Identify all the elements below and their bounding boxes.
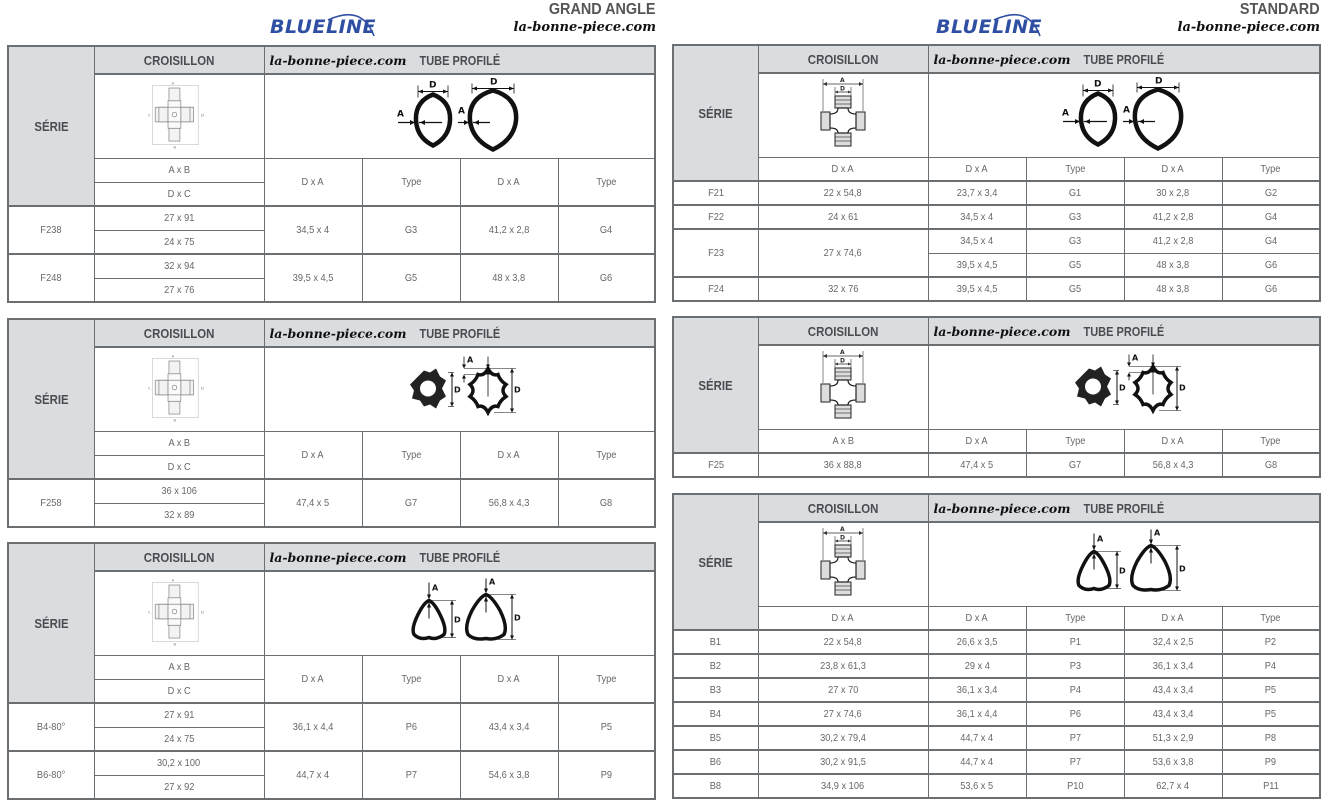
- table-row: [673, 630, 1320, 654]
- croisillon-header: CROISILLON: [94, 543, 264, 571]
- serie-cell: B5: [673, 726, 758, 750]
- c1-cell: 36 x 88,8: [758, 453, 928, 477]
- type2-cell: G6: [1222, 277, 1320, 301]
- serie-header: SÉRIE: [8, 543, 94, 703]
- croisillon-image: [94, 74, 264, 158]
- tube-profile-header: la-bonne-piece.com TUBE PROFILÉ: [928, 317, 1320, 345]
- dxa2-cell: 43,4 x 3,4: [460, 703, 558, 751]
- type1-cell: P10: [1026, 774, 1124, 798]
- serie-cell: F25: [673, 453, 758, 477]
- col-dxa-1: D x A: [928, 429, 1026, 453]
- col-type-2: Type: [558, 431, 655, 479]
- dxa1-cell: 44,7 x 4: [264, 751, 362, 799]
- serie-cell: B6-80°: [8, 751, 94, 799]
- type1-cell: G5: [1026, 277, 1124, 301]
- dc-cell: 24 x 75: [94, 230, 264, 254]
- col-dxa-1: D x A: [264, 655, 362, 703]
- table-row: [673, 229, 1320, 253]
- type2-cell: G8: [558, 479, 655, 527]
- tube-profile-image: [928, 345, 1320, 429]
- col-c1: D x A: [758, 157, 928, 181]
- col-dxa-1: D x A: [928, 157, 1026, 181]
- serie-header: SÉRIE: [8, 319, 94, 479]
- dxa1-cell: 29 x 4: [928, 654, 1026, 678]
- dc-cell: 24 x 75: [94, 727, 264, 751]
- c1-cell: 27 x 74,6: [758, 702, 928, 726]
- dxa1-cell: 44,7 x 4: [928, 726, 1026, 750]
- brand-name: BLUELINE: [270, 16, 377, 38]
- serie-header: SÉRIE: [673, 317, 758, 453]
- universal-joint-cross-icon: [147, 575, 211, 649]
- site-watermark: la-bonne-piece.com: [513, 20, 656, 35]
- type1-cell: P7: [1026, 726, 1124, 750]
- dxa2-cell: 53,6 x 3,8: [1124, 750, 1222, 774]
- dc-cell: 32 x 89: [94, 503, 264, 527]
- dxa2-cell: 48 x 3,8: [1124, 253, 1222, 277]
- type2-cell: P11: [1222, 774, 1320, 798]
- standard-star-table: [672, 316, 1321, 478]
- col-ab: A x B: [94, 655, 264, 679]
- c1-cell: 22 x 54,8: [758, 181, 928, 205]
- col-type-1: Type: [362, 655, 460, 703]
- serie-cell: B1: [673, 630, 758, 654]
- serie-cell: B4: [673, 702, 758, 726]
- type2-cell: G4: [1222, 229, 1320, 253]
- serie-cell: B3: [673, 678, 758, 702]
- left-page-header: [6, 0, 656, 42]
- dxa1-cell: 44,7 x 4: [928, 750, 1026, 774]
- site-watermark: la-bonne-piece.com: [1177, 20, 1320, 35]
- croisillon-header: CROISILLON: [758, 317, 928, 345]
- col-dxa-2: D x A: [1124, 157, 1222, 181]
- type2-cell: G6: [1222, 253, 1320, 277]
- tube-profile-image: [264, 74, 655, 158]
- ab-cell: 36 x 106: [94, 479, 264, 503]
- tube-profile-header: la-bonne-piece.com TUBE PROFILÉ: [928, 45, 1320, 73]
- dxa1-cell: 39,5 x 4,5: [928, 277, 1026, 301]
- star-tube-profile-icon: [1059, 347, 1189, 425]
- serie-cell: F24: [673, 277, 758, 301]
- type2-cell: P8: [1222, 726, 1320, 750]
- lemon-tube-profile-icon: [394, 76, 524, 154]
- serie-cell: F23: [673, 229, 758, 277]
- dxa1-cell: 53,6 x 5: [928, 774, 1026, 798]
- serie-cell: F258: [8, 479, 94, 527]
- c1-cell: 23,8 x 61,3: [758, 654, 928, 678]
- type2-cell: P9: [1222, 750, 1320, 774]
- croisillon-image: [94, 571, 264, 655]
- croisillon-header: CROISILLON: [758, 494, 928, 522]
- tube-profile-header: la-bonne-piece.com TUBE PROFILÉ: [264, 319, 655, 347]
- col-dc: D x C: [94, 679, 264, 703]
- col-type-1: Type: [1026, 606, 1124, 630]
- table-row: [673, 277, 1320, 301]
- universal-joint-cross-icon: [147, 351, 211, 425]
- type1-cell: P7: [1026, 750, 1124, 774]
- col-type-2: Type: [1222, 606, 1320, 630]
- serie-cell: B4-80°: [8, 703, 94, 751]
- type1-cell: P6: [362, 703, 460, 751]
- croisillon-image: [758, 73, 928, 157]
- triangle-tube-profile-icon: [394, 573, 524, 651]
- tube-profile-header: la-bonne-piece.com TUBE PROFILÉ: [264, 46, 655, 74]
- ab-cell: 30,2 x 100: [94, 751, 264, 775]
- type1-cell: P3: [1026, 654, 1124, 678]
- col-dxa-2: D x A: [460, 655, 558, 703]
- dxa1-cell: 34,5 x 4: [928, 229, 1026, 253]
- table-row: [673, 453, 1320, 477]
- dxa2-cell: 48 x 3,8: [460, 254, 558, 302]
- type2-cell: G4: [558, 206, 655, 254]
- type2-cell: P5: [558, 703, 655, 751]
- col-dxa-1: D x A: [928, 606, 1026, 630]
- type1-cell: G3: [1026, 205, 1124, 229]
- type1-cell: P7: [362, 751, 460, 799]
- star-tube-profile-icon: [394, 349, 524, 427]
- type2-cell: G4: [1222, 205, 1320, 229]
- type1-cell: P6: [1026, 702, 1124, 726]
- table-row: [8, 703, 655, 727]
- type1-cell: G7: [362, 479, 460, 527]
- col-ab: A x B: [94, 158, 264, 182]
- col-dxa-1: D x A: [264, 158, 362, 206]
- dxa2-cell: 56,8 x 4,3: [460, 479, 558, 527]
- type1-cell: P4: [1026, 678, 1124, 702]
- dc-cell: 27 x 76: [94, 278, 264, 302]
- c1-cell: 27 x 70: [758, 678, 928, 702]
- lemon-tube-profile-icon: [1059, 75, 1189, 153]
- type1-cell: G3: [1026, 229, 1124, 253]
- dxa2-cell: 43,4 x 3,4: [1124, 702, 1222, 726]
- standard-lemon-table: [672, 44, 1321, 302]
- croisillon-image: [758, 345, 928, 429]
- croisillon-header: CROISILLON: [94, 46, 264, 74]
- c1-cell: 27 x 74,6: [758, 229, 928, 277]
- col-dxa-1: D x A: [264, 431, 362, 479]
- col-type-2: Type: [558, 655, 655, 703]
- type1-cell: G7: [1026, 453, 1124, 477]
- col-dxa-2: D x A: [1124, 606, 1222, 630]
- type2-cell: G2: [1222, 181, 1320, 205]
- croisillon-header: CROISILLON: [758, 45, 928, 73]
- c1-cell: 32 x 76: [758, 277, 928, 301]
- table-row: [673, 205, 1320, 229]
- dxa2-cell: 36,1 x 3,4: [1124, 654, 1222, 678]
- table-row: [8, 206, 655, 230]
- section-title: GRAND ANGLE: [549, 1, 656, 18]
- dxa1-cell: 34,5 x 4: [264, 206, 362, 254]
- dxa1-cell: 36,1 x 4,4: [264, 703, 362, 751]
- dxa1-cell: 34,5 x 4: [928, 205, 1026, 229]
- type2-cell: G6: [558, 254, 655, 302]
- serie-cell: F21: [673, 181, 758, 205]
- type1-cell: G3: [362, 206, 460, 254]
- table-row: [8, 751, 655, 775]
- ab-cell: 27 x 91: [94, 206, 264, 230]
- type2-cell: P2: [1222, 630, 1320, 654]
- col-dxa-2: D x A: [460, 431, 558, 479]
- serie-cell: F22: [673, 205, 758, 229]
- universal-joint-cross-dimension-icon: [818, 76, 868, 151]
- serie-cell: F248: [8, 254, 94, 302]
- tube-profile-header: la-bonne-piece.com TUBE PROFILÉ: [264, 543, 655, 571]
- table-row: [8, 479, 655, 503]
- dxa1-cell: 39,5 x 4,5: [928, 253, 1026, 277]
- dxa2-cell: 51,3 x 2,9: [1124, 726, 1222, 750]
- c1-cell: 34,9 x 106: [758, 774, 928, 798]
- c1-cell: 22 x 54,8: [758, 630, 928, 654]
- col-type-2: Type: [558, 158, 655, 206]
- type2-cell: P5: [1222, 702, 1320, 726]
- dc-cell: 27 x 92: [94, 775, 264, 799]
- col-type-1: Type: [362, 158, 460, 206]
- dxa1-cell: 26,6 x 3,5: [928, 630, 1026, 654]
- serie-header: SÉRIE: [673, 45, 758, 181]
- c1-cell: 24 x 61: [758, 205, 928, 229]
- tube-profile-image: [264, 347, 655, 431]
- table-row: [673, 774, 1320, 798]
- dxa2-cell: 41,2 x 2,8: [1124, 229, 1222, 253]
- type1-cell: P1: [1026, 630, 1124, 654]
- standard-triangle-table: [672, 493, 1321, 799]
- universal-joint-cross-icon: [147, 78, 211, 152]
- col-ab: A x B: [94, 431, 264, 455]
- dxa1-cell: 36,1 x 3,4: [928, 678, 1026, 702]
- table-row: [673, 702, 1320, 726]
- type2-cell: P9: [558, 751, 655, 799]
- col-type-2: Type: [1222, 429, 1320, 453]
- tube-profile-image: [928, 522, 1320, 606]
- dxa1-cell: 47,4 x 5: [264, 479, 362, 527]
- right-page-header: [672, 0, 1320, 42]
- table-row: [673, 678, 1320, 702]
- type1-cell: G1: [1026, 181, 1124, 205]
- dxa2-cell: 30 x 2,8: [1124, 181, 1222, 205]
- c1-cell: 30,2 x 91,5: [758, 750, 928, 774]
- universal-joint-cross-dimension-icon: [818, 525, 868, 600]
- serie-cell: B8: [673, 774, 758, 798]
- table-row: [673, 654, 1320, 678]
- col-c1: A x B: [758, 429, 928, 453]
- serie-header: SÉRIE: [673, 494, 758, 630]
- universal-joint-cross-dimension-icon: [818, 348, 868, 423]
- croisillon-image: [758, 522, 928, 606]
- dxa2-cell: 54,6 x 3,8: [460, 751, 558, 799]
- croisillon-image: [94, 347, 264, 431]
- table-row: [673, 726, 1320, 750]
- col-dxa-2: D x A: [460, 158, 558, 206]
- dxa2-cell: 32,4 x 2,5: [1124, 630, 1222, 654]
- serie-cell: B6: [673, 750, 758, 774]
- c1-cell: 30,2 x 79,4: [758, 726, 928, 750]
- ab-cell: 32 x 94: [94, 254, 264, 278]
- dxa2-cell: 48 x 3,8: [1124, 277, 1222, 301]
- grand-angle-star-table: [7, 318, 656, 528]
- type2-cell: P4: [1222, 654, 1320, 678]
- blueline-logo: [932, 6, 1052, 40]
- dxa2-cell: 56,8 x 4,3: [1124, 453, 1222, 477]
- dxa1-cell: 47,4 x 5: [928, 453, 1026, 477]
- dxa2-cell: 41,2 x 2,8: [460, 206, 558, 254]
- col-c1: D x A: [758, 606, 928, 630]
- serie-cell: F238: [8, 206, 94, 254]
- triangle-tube-profile-icon: [1059, 524, 1189, 602]
- dxa2-cell: 62,7 x 4: [1124, 774, 1222, 798]
- type1-cell: G5: [362, 254, 460, 302]
- grand-angle-lemon-table: [7, 45, 656, 303]
- type2-cell: P5: [1222, 678, 1320, 702]
- dxa1-cell: 39,5 x 4,5: [264, 254, 362, 302]
- col-dxa-2: D x A: [1124, 429, 1222, 453]
- grand-angle-triangle-table: [7, 542, 656, 800]
- dxa2-cell: 43,4 x 3,4: [1124, 678, 1222, 702]
- table-row: [673, 750, 1320, 774]
- table-row: [673, 181, 1320, 205]
- dxa1-cell: 36,1 x 4,4: [928, 702, 1026, 726]
- blueline-logo: [266, 6, 386, 40]
- tube-profile-image: [928, 73, 1320, 157]
- type2-cell: G8: [1222, 453, 1320, 477]
- col-dc: D x C: [94, 455, 264, 479]
- type1-cell: G5: [1026, 253, 1124, 277]
- dxa1-cell: 23,7 x 3,4: [928, 181, 1026, 205]
- ab-cell: 27 x 91: [94, 703, 264, 727]
- croisillon-header: CROISILLON: [94, 319, 264, 347]
- tube-profile-image: [264, 571, 655, 655]
- col-type-1: Type: [1026, 429, 1124, 453]
- col-type-2: Type: [1222, 157, 1320, 181]
- dxa2-cell: 41,2 x 2,8: [1124, 205, 1222, 229]
- serie-cell: B2: [673, 654, 758, 678]
- brand-name: BLUELINE: [936, 16, 1043, 38]
- table-row: [8, 254, 655, 278]
- tube-profile-header: la-bonne-piece.com TUBE PROFILÉ: [928, 494, 1320, 522]
- serie-header: SÉRIE: [8, 46, 94, 206]
- col-type-1: Type: [362, 431, 460, 479]
- section-title: STANDARD: [1240, 1, 1320, 18]
- col-dc: D x C: [94, 182, 264, 206]
- col-type-1: Type: [1026, 157, 1124, 181]
